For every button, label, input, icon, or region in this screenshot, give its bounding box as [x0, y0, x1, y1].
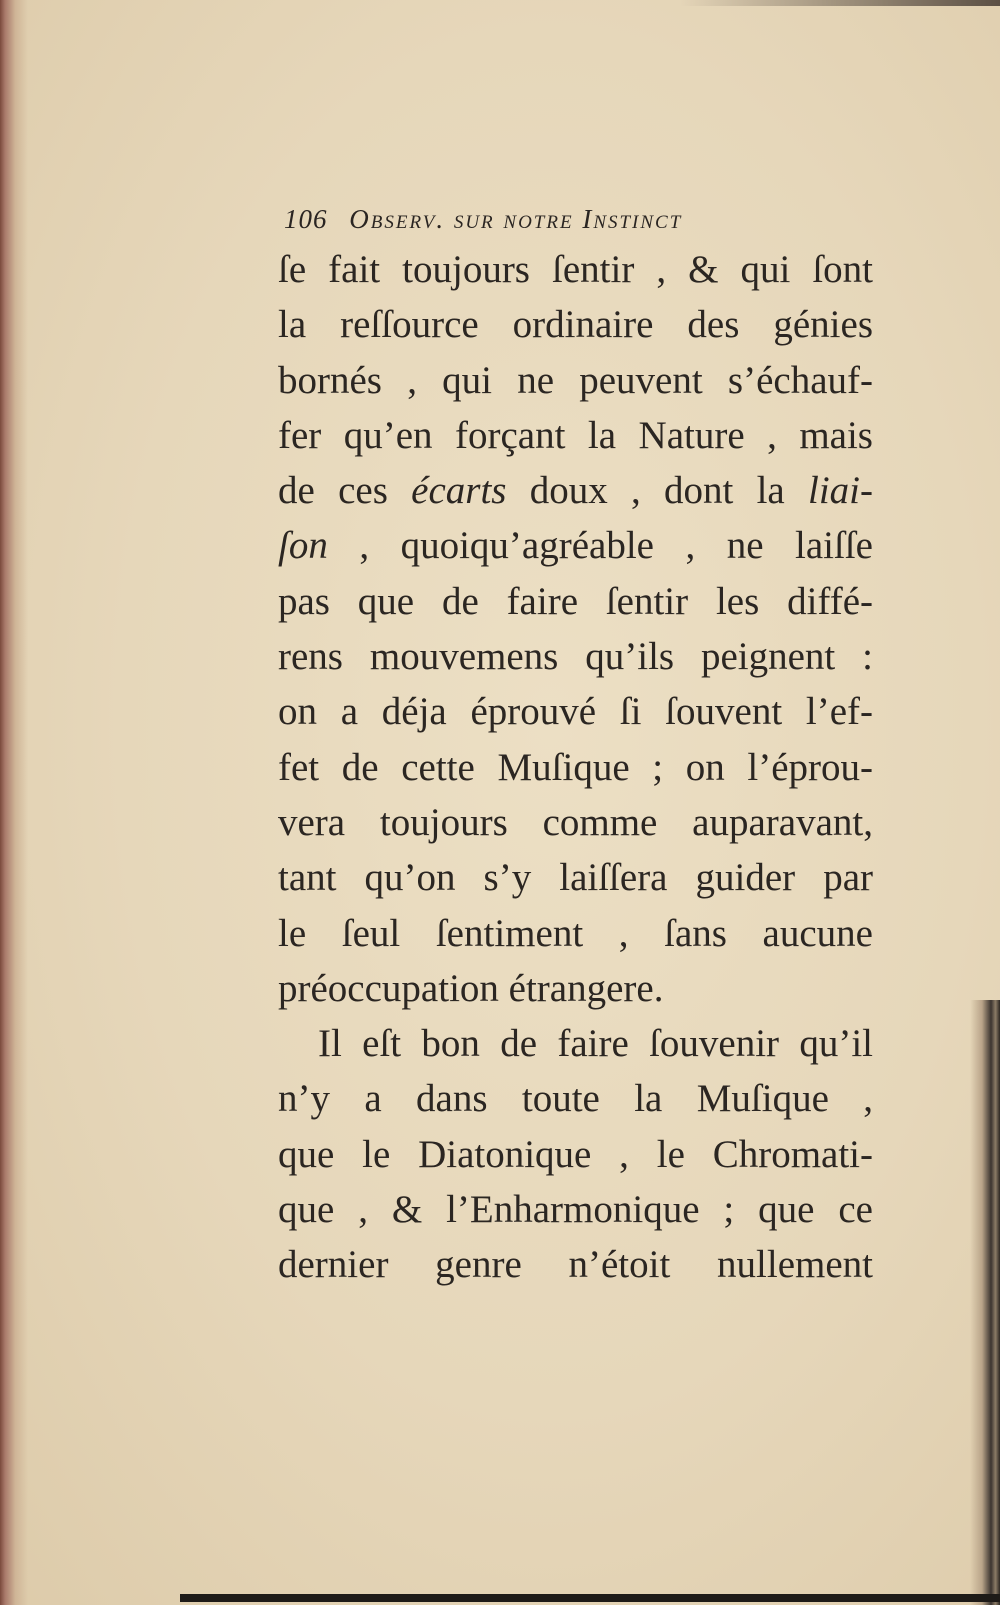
text-run: bornés , qui ne peuvent s’échauf-: [278, 358, 873, 402]
text-run: vera toujours comme auparavant,: [278, 800, 873, 844]
text-line: [278, 1182, 873, 1237]
text-line: [278, 518, 873, 573]
text-run: que , & l’Enharmonique ; que ce: [278, 1188, 873, 1232]
text-line: [278, 297, 873, 352]
text-run: tant qu’on s’y laiſſera guider par: [278, 856, 873, 900]
text-line: [278, 906, 873, 961]
page-edge-top: [680, 0, 1000, 6]
page-number: 106: [284, 204, 328, 234]
text-run: pas que de faire ſentir les diffé-: [278, 579, 873, 623]
text-run: on a déja éprouvé ſi ſouvent l’ef-: [278, 690, 873, 734]
italic-word: ſon: [278, 524, 328, 568]
text-run: fet de cette Muſique ; on l’éprou-: [278, 745, 873, 789]
text-line: [278, 850, 873, 905]
text-run: de ces: [278, 469, 412, 513]
text-line: [278, 629, 873, 684]
text-line: [278, 574, 873, 629]
text-line: [278, 795, 873, 850]
text-line: [278, 353, 873, 408]
text-run: n’y a dans toute la Muſique ,: [278, 1077, 873, 1121]
text-run: dernier genre n’étoit nullement: [278, 1243, 873, 1287]
text-line: [278, 961, 873, 1016]
text-line: [278, 408, 873, 463]
text-run: doux , dont la: [506, 469, 809, 513]
body-text: [278, 242, 873, 1293]
text-line: [278, 740, 873, 795]
italic-word: liai-: [808, 469, 874, 513]
running-header: [284, 204, 874, 244]
paragraph: [278, 1016, 873, 1292]
running-title: Observ. sur notre Instinct: [349, 204, 683, 234]
text-line: [278, 1071, 873, 1126]
text-run: préoccupation étrangere.: [278, 966, 664, 1010]
text-line: [278, 1016, 873, 1071]
paragraph: [278, 242, 873, 1016]
text-run: ſe fait toujours ſentir , & qui ſont: [278, 248, 873, 291]
page-edge: [970, 1000, 1000, 1605]
binding-shadow: [0, 0, 28, 1605]
text-line: [278, 684, 873, 739]
text-line: [278, 1127, 873, 1182]
text-line: [278, 1237, 873, 1292]
text-run: , quoiqu’agréable , ne laiſſe: [327, 524, 873, 568]
text-run: que le Diatonique , le Chromati-: [278, 1132, 873, 1176]
bottom-edge-rule: [180, 1594, 1000, 1602]
text-run: Il eſt bon de faire ſouvenir qu’il: [318, 1022, 873, 1066]
text-run: rens mouvemens qu’ils peignent :: [278, 635, 873, 679]
text-run: le ſeul ſentiment , ſans aucune: [278, 911, 873, 955]
italic-word: écarts: [411, 469, 507, 513]
text-run: la reſſource ordinaire des génies: [278, 303, 873, 347]
text-line: [278, 463, 873, 518]
text-line: [278, 242, 873, 297]
text-run: fer qu’en forçant la Nature , mais: [278, 413, 873, 457]
